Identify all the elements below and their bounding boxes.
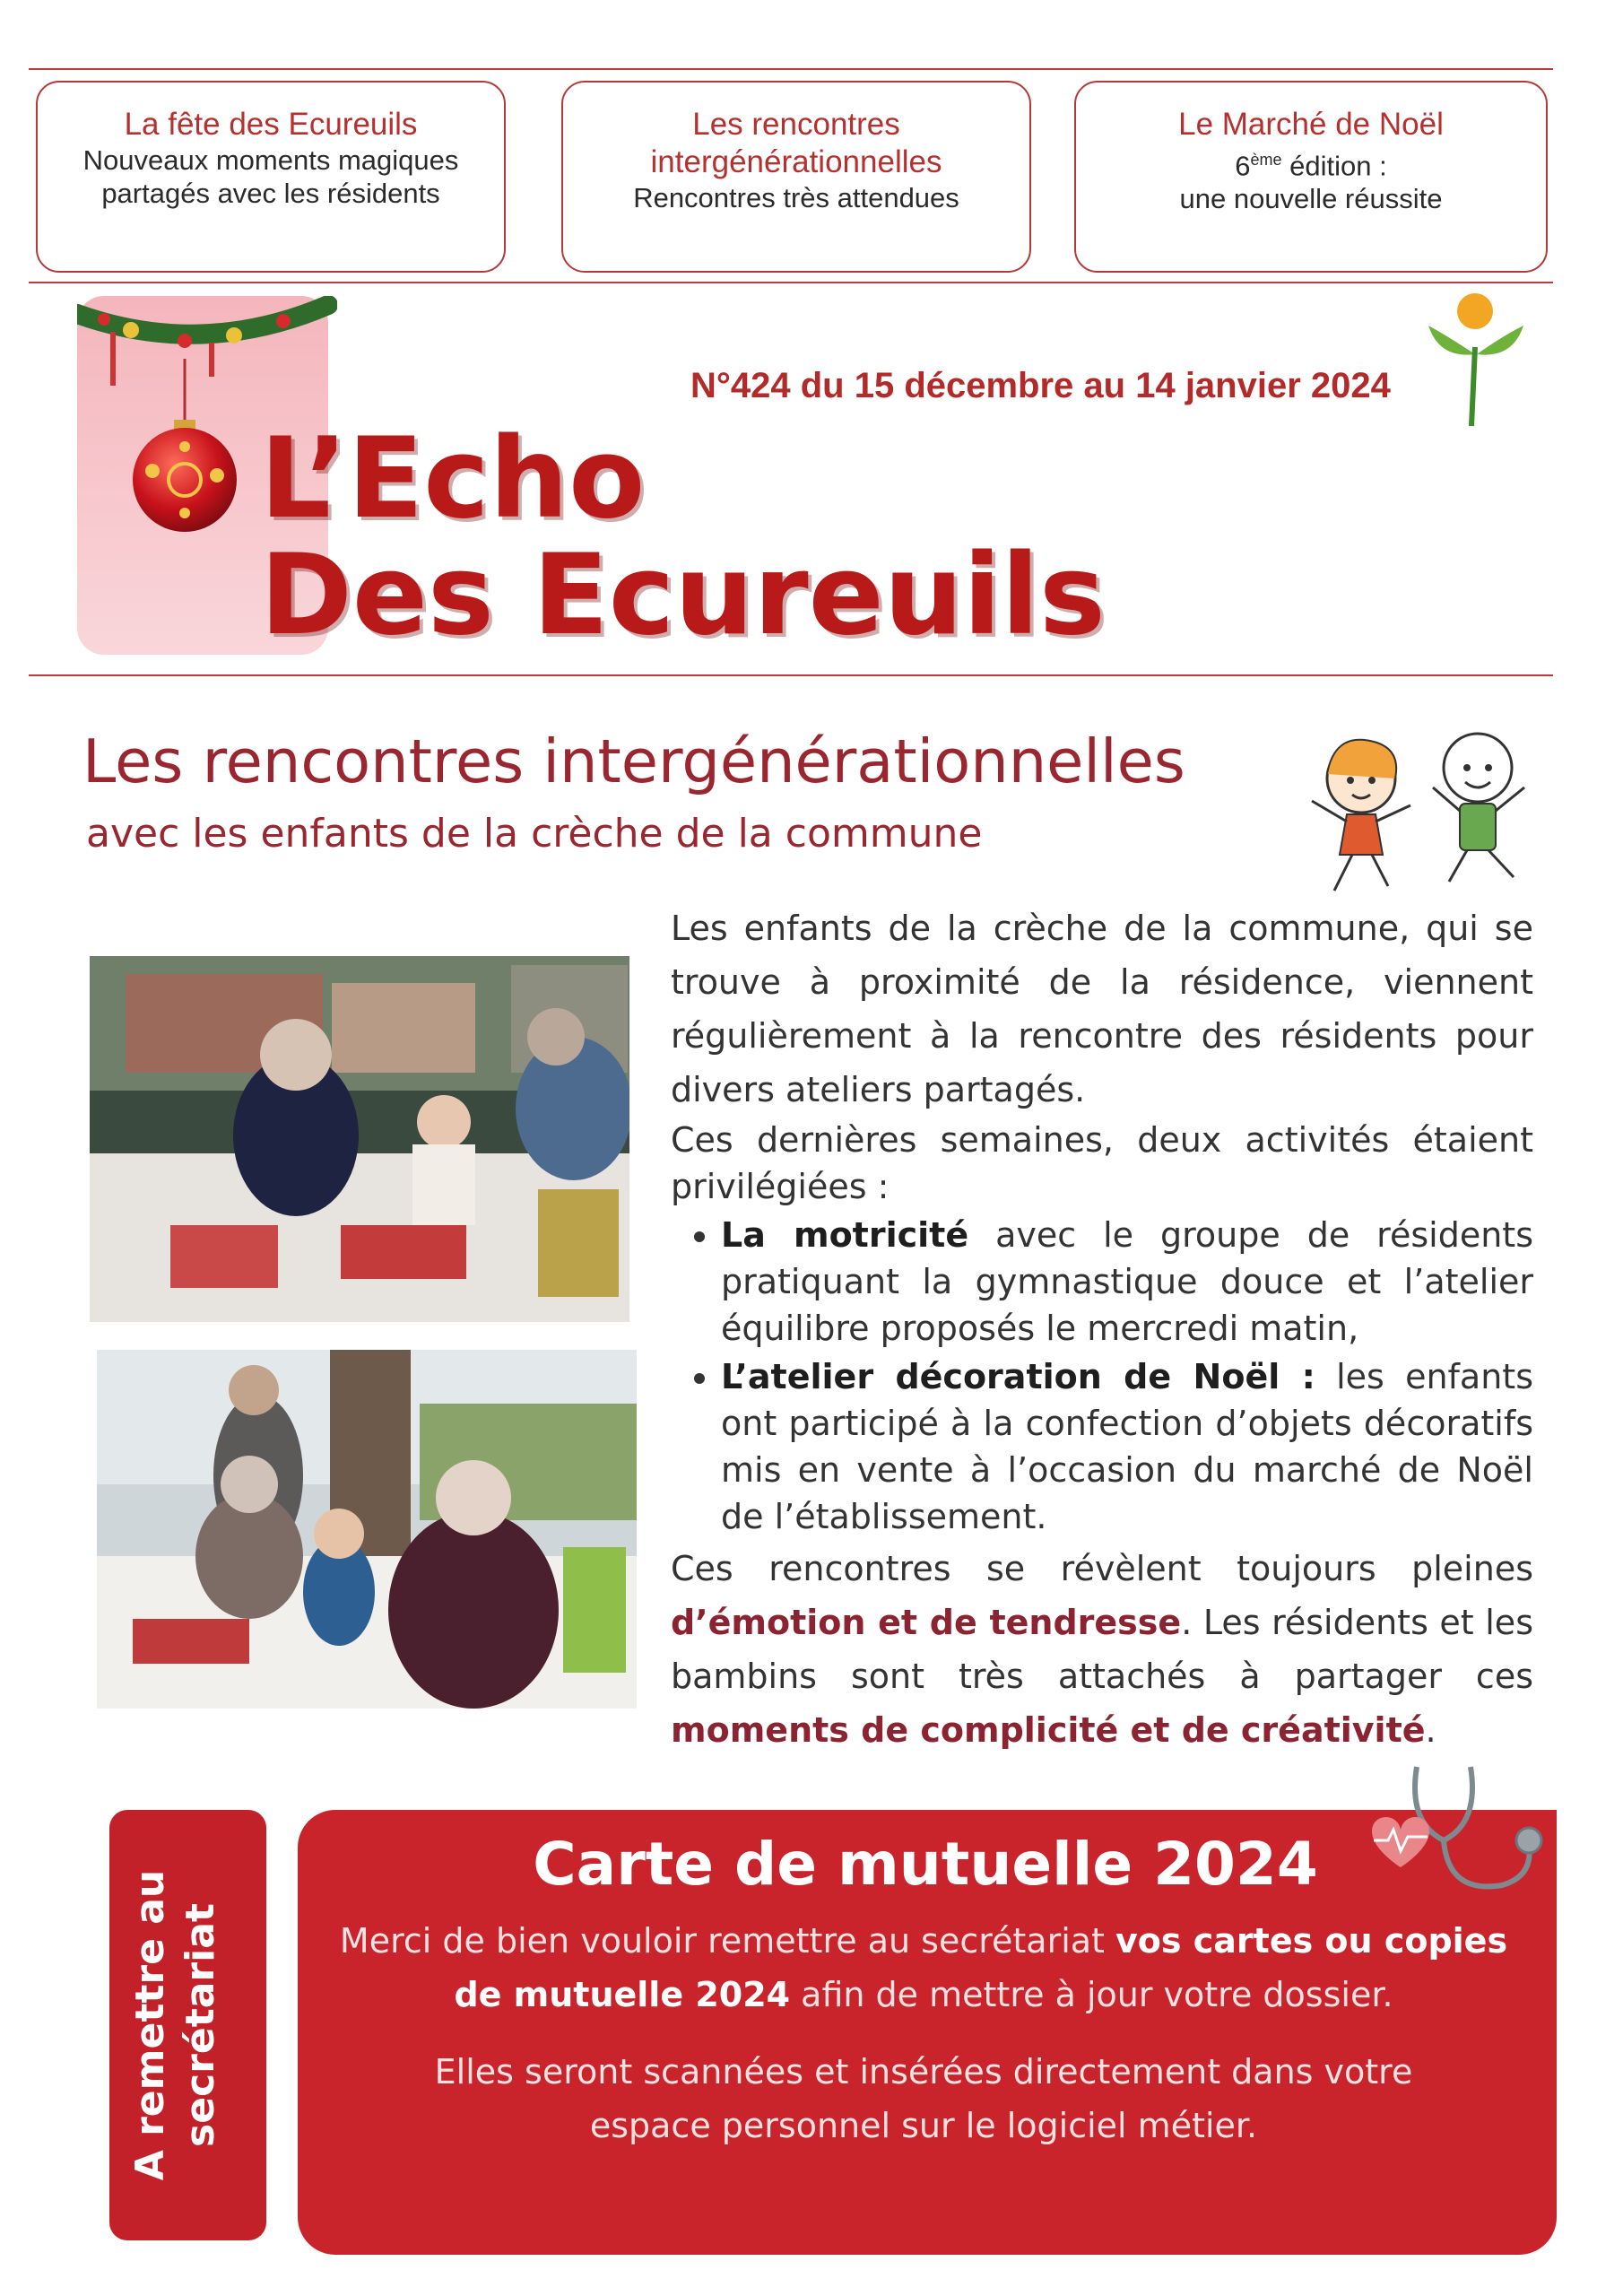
article-body <box>671 901 1533 1757</box>
teaser-title: La fête des Ecureuils <box>124 107 418 142</box>
teaser-box-rencontres <box>561 81 1031 273</box>
logo-icon <box>1421 291 1529 435</box>
teaser-line: une nouvelle réussite <box>1179 183 1443 215</box>
issue-number: N°424 du 15 décembre au 14 janvier 2024 <box>690 366 1391 405</box>
panel-title: Carte de mutuelle 2024 <box>533 1830 1318 1899</box>
panel-paragraph-1: Merci de bien vouloir remettre au secrétariat vos cartes ou copies de mutuelle 2024 afin de mettre à jour votre dossier. <box>339 1921 1508 2014</box>
top-rule <box>29 68 1553 70</box>
teaser-title: intergénérationnelles <box>650 144 942 179</box>
section-subtitle: avec les enfants de la crèche de la commune <box>86 811 983 857</box>
teaser-line: Nouveaux moments magiques <box>82 144 459 176</box>
teaser-line: partagés avec les résidents <box>101 178 440 209</box>
newsletter-title-line2: Des Ecureuils <box>260 531 1106 660</box>
teaser-title: Le Marché de Noël <box>1178 107 1444 142</box>
article-paragraph: Ces rencontres se révèlent toujours pleines d’émotion et de tendresse. Les résidents et les bambins sont très attachés à partager ces moments de complicité et de créativité. <box>671 1549 1533 1750</box>
masthead-bottom-rule <box>29 674 1553 676</box>
teaser-line: Rencontres très attendues <box>633 182 959 213</box>
teaser-box-marche <box>1074 81 1548 273</box>
teaser-edition: 6ème édition : <box>1235 150 1387 182</box>
panel-paragraph-2: Elles seront scannées et insérées directement dans votre espace personnel sur le logiciel métier. <box>434 2052 1413 2145</box>
list-item: • L’atelier décoration de Noël : les enfants ont participé à la confection d’objets décoratifs mis en vente à l’occasion du marché de Noël de l’établissement. <box>721 1353 1533 1540</box>
children-illustration <box>1289 725 1549 904</box>
article-paragraph: Ces dernières semaines, deux activités étaient privilégiées : <box>671 1120 1533 1206</box>
article-paragraph: Les enfants de la crèche de la commune, qui se trouve à proximité de la résidence, viennent régulièrement à la rencontre des résidents pour divers ateliers partagés. <box>671 909 1533 1109</box>
workshop-photo-2 <box>97 1350 637 1709</box>
list-item: • La motricité avec le groupe de résidents pratiquant la gymnastique douce et l’atelier équilibre proposés le mercredi matin, <box>721 1212 1533 1352</box>
activity-list <box>671 1212 1533 1540</box>
reminder-label: A remettre au secrétariat <box>127 1869 223 2181</box>
workshop-photo-1 <box>90 956 629 1322</box>
teaser-box-fete <box>36 81 506 273</box>
masthead-top-rule <box>29 282 1553 283</box>
teaser-title: Les rencontres <box>692 107 900 142</box>
newsletter-title-line1: L’Echo <box>260 414 646 544</box>
section-title: Les rencontres intergénérationnelles <box>82 726 1185 796</box>
